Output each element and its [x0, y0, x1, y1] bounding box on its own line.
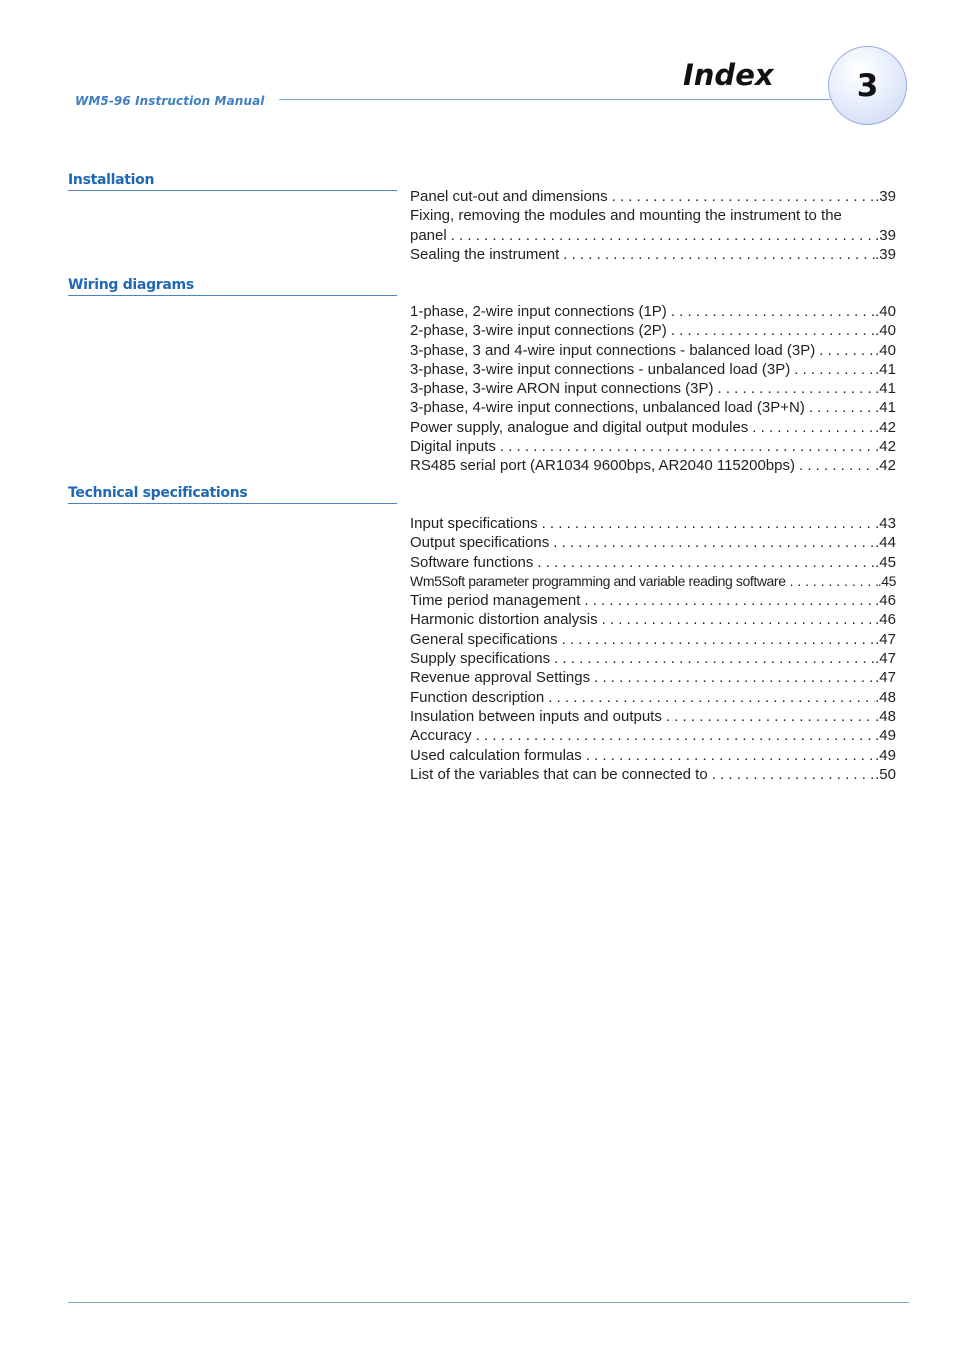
toc-entry-page: .45: [877, 572, 896, 589]
toc-leader-dots: [671, 302, 875, 321]
toc-entry-title: Output specifications: [410, 534, 550, 552]
toc-entry[interactable]: [410, 321, 896, 340]
page-title: Index: [683, 58, 774, 92]
toc-list-wiring-diagrams: [410, 302, 896, 476]
toc-entry-title: Harmonic distortion analysis: [410, 611, 598, 629]
toc-entry[interactable]: [410, 668, 896, 687]
toc-entry-page: .46: [875, 611, 896, 629]
toc-entry-title: Time period management: [410, 592, 581, 610]
toc-entry-title: 3-phase, 4-wire input connections, unbalanced load (3P+N): [410, 399, 805, 417]
toc-leader-dots: [500, 437, 875, 456]
toc-entry-title: Wm5Soft parameter programming and variable reading software: [410, 572, 786, 589]
toc-leader-dots: [584, 591, 875, 610]
chapter-number: 3: [856, 67, 879, 104]
toc-entry[interactable]: [410, 302, 896, 321]
toc-leader-dots: [612, 187, 876, 206]
toc-list-technical-specifications: [410, 514, 896, 784]
toc-entry-title: 2-phase, 3-wire input connections (2P): [410, 322, 667, 340]
toc-entry-page: .42: [875, 418, 896, 436]
toc-entry[interactable]: [410, 379, 896, 398]
toc-entry-page: .39: [875, 226, 896, 244]
toc-entry-title: Function description: [410, 688, 545, 706]
toc-entry-page: .48: [875, 707, 896, 725]
toc-leader-dots: [809, 398, 875, 417]
toc-leader-dots: [717, 379, 875, 398]
toc-entry-page: .47: [875, 650, 896, 668]
toc-entry[interactable]: [410, 649, 896, 668]
manual-title: WM5-96 Instruction Manual: [75, 94, 265, 108]
toc-entry-title: Used calculation formulas: [410, 746, 582, 764]
toc-entry-title: Accuracy: [410, 727, 472, 745]
toc-entry-title: Supply specifications: [410, 650, 551, 668]
toc-leader-dots: [790, 572, 878, 591]
chapter-badge: [828, 46, 907, 125]
toc-entry[interactable]: [410, 360, 896, 379]
toc-entry-title: 3-phase, 3-wire input connections - unbalanced load (3P): [410, 360, 791, 378]
toc-leader-dots: [594, 668, 875, 687]
toc-entry[interactable]: [410, 707, 896, 726]
section-title-technical-specifications: Technical specifications: [68, 485, 397, 504]
toc-entry[interactable]: [410, 630, 896, 649]
toc-leader-dots: [671, 321, 875, 340]
toc-entry[interactable]: [410, 398, 896, 417]
toc-leader-dots: [799, 456, 875, 475]
toc-leader-dots: [537, 553, 875, 572]
toc-entry[interactable]: [410, 418, 896, 437]
toc-leader-dots: [819, 341, 875, 360]
toc-entry-page: .45: [875, 553, 896, 571]
toc-entry-page: .40: [875, 341, 896, 359]
toc-entry[interactable]: [410, 572, 896, 591]
toc-entry[interactable]: [410, 726, 896, 745]
toc-entry-title: 3-phase, 3 and 4-wire input connections - balanced load (3P): [410, 341, 816, 359]
toc-entry[interactable]: [410, 746, 896, 765]
toc-entry-title: List of the variables that can be connected to: [410, 765, 708, 783]
toc-entry-title: RS485 serial port (AR1034 9600bps, AR2040 115200bps): [410, 457, 795, 475]
toc-entry-page: .40: [875, 322, 896, 340]
toc-entry[interactable]: [410, 553, 896, 572]
toc-entry[interactable]: [410, 341, 896, 360]
toc-entry-page: .44: [875, 534, 896, 552]
toc-entry-title: Insulation between inputs and outputs: [410, 707, 662, 725]
toc-entry[interactable]: [410, 514, 896, 533]
toc-entry-page: .47: [875, 630, 896, 648]
toc-entry-title: Sealing the instrument: [410, 245, 560, 263]
toc-entry-page: .49: [875, 746, 896, 764]
toc-leader-dots: [602, 610, 876, 629]
toc-leader-dots: [666, 707, 875, 726]
toc-entry[interactable]: [410, 533, 896, 552]
toc-entry[interactable]: [410, 226, 896, 245]
toc-entry-page: .42: [875, 438, 896, 456]
toc-leader-dots: [476, 726, 875, 745]
toc-entry-page: .41: [875, 380, 896, 398]
toc-entry-page: .43: [875, 515, 896, 532]
toc-entry-title: Input specifications: [410, 515, 538, 532]
toc-leader-dots: [794, 360, 875, 379]
toc-entry-page: .41: [875, 360, 896, 378]
toc-entry-page: .47: [875, 669, 896, 687]
toc-entry[interactable]: [410, 591, 896, 610]
footer-rule: [68, 1302, 909, 1303]
toc-entry-title: panel: [410, 226, 447, 244]
toc-leader-dots: [586, 746, 875, 765]
toc-entry-title: Fixing, removing the modules and mounting the instrument to the: [410, 207, 842, 225]
toc-entry[interactable]: [410, 437, 896, 456]
toc-entry-page: .39: [875, 188, 896, 205]
toc-entry[interactable]: [410, 610, 896, 629]
toc-entry[interactable]: [410, 765, 896, 784]
toc-entry[interactable]: [410, 245, 896, 264]
toc-entry-title: Revenue approval Settings: [410, 669, 591, 687]
toc-entry-title: 1-phase, 2-wire input connections (1P): [410, 303, 667, 320]
toc-entry-page: .42: [875, 457, 896, 475]
toc-entry-title: Digital inputs: [410, 438, 496, 456]
toc-entry-page: .41: [875, 399, 896, 417]
toc-leader-dots: [451, 226, 875, 245]
toc-leader-dots: [712, 765, 875, 784]
toc-leader-dots: [554, 649, 875, 668]
toc-entry-page: .48: [875, 688, 896, 706]
toc-list-installation: [410, 187, 896, 264]
toc-leader-dots: [548, 688, 875, 707]
toc-entry[interactable]: [410, 206, 896, 225]
toc-leader-dots: [542, 514, 876, 533]
toc-entry[interactable]: [410, 456, 896, 475]
toc-entry-page: .46: [875, 592, 896, 610]
toc-leader-dots: [563, 245, 875, 264]
toc-leader-dots: [562, 630, 876, 649]
section-title-wiring-diagrams: Wiring diagrams: [68, 277, 397, 296]
toc-leader-dots: [553, 533, 875, 552]
toc-leader-dots: [752, 418, 875, 437]
toc-entry-page: .50: [875, 765, 896, 783]
toc-entry-page: .49: [875, 727, 896, 745]
toc-entry-title: 3-phase, 3-wire ARON input connections (3P): [410, 380, 714, 398]
toc-entry-title: General specifications: [410, 630, 558, 648]
header-rule: [279, 99, 831, 100]
section-title-installation: Installation: [68, 172, 397, 191]
toc-entry-page: .40: [875, 303, 896, 320]
toc-entry-title: Software functions: [410, 553, 534, 571]
toc-entry-title: Panel cut-out and dimensions: [410, 188, 608, 205]
toc-entry[interactable]: [410, 187, 896, 206]
toc-entry-title: Power supply, analogue and digital output modules: [410, 418, 749, 436]
toc-entry[interactable]: [410, 688, 896, 707]
toc-entry-page: .39: [875, 245, 896, 263]
